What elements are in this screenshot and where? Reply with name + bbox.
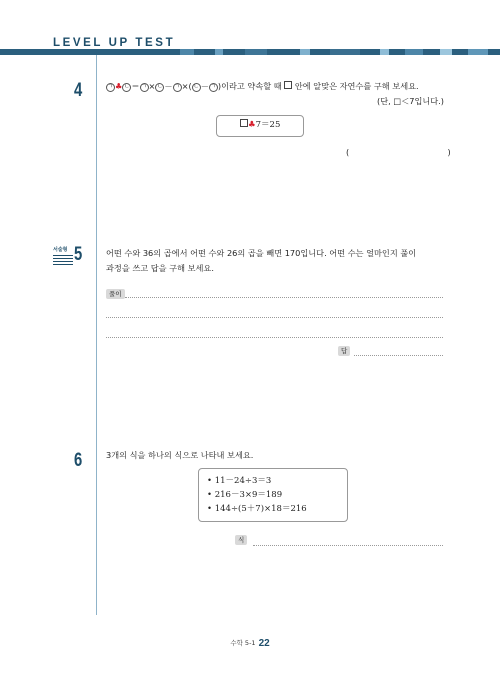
answer-label: 답: [338, 346, 350, 356]
page-footer: [0, 638, 500, 649]
question-4-condition: (단, □＜7입니다.): [377, 96, 444, 106]
solution-line-1[interactable]: [125, 297, 443, 298]
question-5-text-line2: 과정을 쓰고 답을 구해 보세요.: [106, 263, 214, 273]
footer-subject: 수학 5-1: [230, 639, 256, 647]
header-bar: [0, 49, 500, 55]
solution-label: 풀이: [106, 289, 125, 299]
equation-rest: 7＝25: [255, 120, 281, 130]
section-title: LEVEL UP TEST: [53, 37, 176, 49]
question-5-number: 5: [74, 244, 83, 265]
question-4-number: 4: [74, 80, 83, 101]
question-4-rule: ㄱ ♣ ㄴ ＝ ㄱ × ㄴ － ㄱ ×( ㄴ － ㄱ )이라고 약속할 때 안에 알맞은 자연수를 구해 보세요.: [107, 81, 419, 91]
answer-line[interactable]: [354, 355, 443, 356]
margin-divider: [96, 55, 97, 615]
expression-label: 식: [235, 535, 247, 545]
question-6-text: 3개의 식을 하나의 식으로 나타내 보세요.: [106, 450, 254, 460]
essay-badge: 서술형: [53, 247, 73, 265]
page-number: 22: [258, 638, 270, 649]
question-6-number: 6: [74, 450, 83, 471]
answer-blank[interactable]: ( ): [346, 147, 451, 157]
equation-1: • 11－24÷3＝3: [207, 476, 272, 486]
equation-3: • 144÷(5＋7)×18＝216: [207, 504, 307, 514]
expression-answer-line[interactable]: [253, 545, 443, 546]
equation-2: • 216－3×9＝189: [207, 490, 283, 500]
solution-line-2[interactable]: [106, 317, 443, 318]
equations-box: [198, 468, 348, 522]
solution-line-3[interactable]: [106, 337, 443, 338]
question-5-text-line1: 어떤 수와 36의 곱에서 어떤 수와 26의 곱을 빼면 170입니다. 어떤 수는 얼마인지 풀이: [106, 248, 417, 258]
question-4-equation-box: ♣7＝25: [216, 115, 304, 137]
